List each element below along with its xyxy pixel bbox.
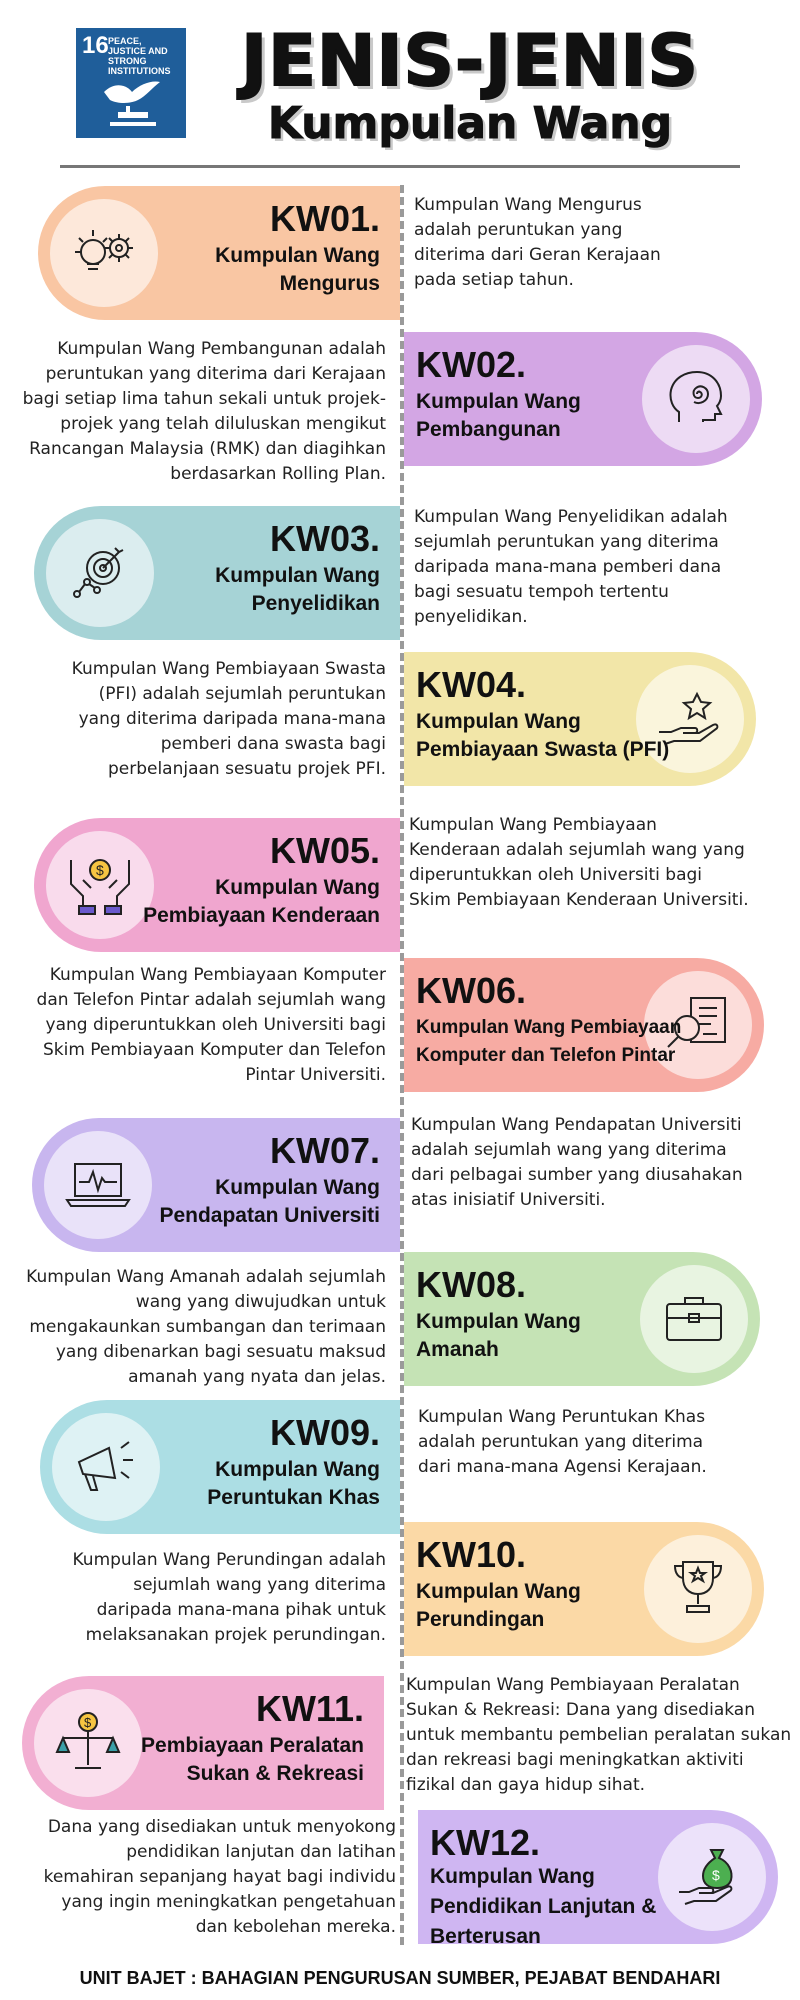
trophy-icon	[663, 1554, 733, 1624]
kw05-name: Kumpulan Wang Pembiayaan Kenderaan	[143, 876, 380, 927]
kw01-card	[38, 186, 400, 320]
lightbulb-gear-icon	[69, 218, 139, 288]
kw07-card	[32, 1118, 400, 1252]
kw03-card	[34, 506, 400, 640]
title-line1: JENIS-JENIS	[241, 20, 699, 102]
sdg16-logo	[76, 28, 186, 138]
kw04-card	[404, 652, 756, 786]
svg-text:$: $	[96, 862, 104, 878]
kw01-code: KW01.	[269, 198, 380, 239]
kw08-name: Kumpulan Wang Amanah	[416, 1310, 581, 1361]
kw12-code: KW12.	[430, 1822, 541, 1863]
kw06-code: KW06.	[416, 970, 527, 1011]
kw05-code: KW05.	[269, 830, 380, 871]
kw11-card	[22, 1676, 384, 1810]
kw04-name: Kumpulan Wang Pembiayaan Swasta (PFI)	[416, 710, 670, 761]
kw08-icon-circle	[640, 1265, 748, 1373]
hands-coin-icon	[65, 850, 135, 920]
kw03-code: KW03.	[269, 518, 380, 559]
kw12-name: Kumpulan Wang Pendidikan Lanjutan & Berterusan	[430, 1865, 657, 1948]
kw05-icon-circle	[46, 831, 154, 939]
kw06-name: Kumpulan Wang Pembiayaan Komputer dan Telefon Pintar	[416, 1017, 682, 1066]
kw01-description: Kumpulan Wang Mengurus adalah peruntukan yang diterima dari Geran Kerajaan pada setiap tahun.	[414, 195, 661, 290]
kw07-name: Kumpulan Wang Pendapatan Universiti	[159, 1176, 380, 1227]
kw02-description: Kumpulan Wang Pembangunan adalah peruntukan yang diterima dari Kerajaan bagi setiap lima tahun sekali untuk projek-projek yang telah diluluskan mengikut Rancangan Malaysia (RMK) dan diagihkan berdasarkan Rolling Plan.	[22, 339, 386, 484]
kw12-description: Dana yang disediakan untuk menyokong pendidikan lanjutan dan latihan kemahiran sepanjang hayat bagi individu yang ingin meningkatkan pengetahuan dan kebolehan mereka.	[43, 1817, 396, 1937]
kw07-description: Kumpulan Wang Pendapatan Universiti adalah sejumlah wang yang diterima dari pelbagai sumber yang diusahakan atas inisiatif Universiti.	[411, 1115, 743, 1210]
sdg-text: PEACE, JUSTICE AND STRONG INSTITUTIONS	[108, 36, 171, 76]
laptop-pulse-icon	[63, 1150, 133, 1220]
kw07-code: KW07.	[269, 1130, 380, 1171]
dove-gavel-icon	[96, 72, 166, 132]
head-spiral-icon	[661, 364, 731, 434]
kw11-code: KW11.	[255, 1688, 364, 1729]
kw06-description: Kumpulan Wang Pembiayaan Komputer dan Telefon Pintar adalah sejumlah wang yang diperuntukkan oleh Universiti bagi Skim Pembiayaan Komputer dan Telefon Pintar Universiti.	[36, 965, 386, 1085]
kw09-name: Kumpulan Wang Peruntukan Khas	[207, 1458, 380, 1509]
scale-coin-icon	[53, 1708, 123, 1778]
kw10-icon-circle	[644, 1535, 752, 1643]
kw09-icon-circle	[52, 1413, 160, 1521]
kw09-code: KW09.	[269, 1412, 380, 1453]
kw03-name: Kumpulan Wang Penyelidikan	[215, 564, 380, 615]
kw02-code: KW02.	[416, 344, 527, 385]
kw10-card	[404, 1522, 764, 1656]
kw12-card	[418, 1810, 778, 1948]
kw07-icon-circle	[44, 1131, 152, 1239]
kw06-card	[404, 958, 764, 1092]
kw10-description: Kumpulan Wang Perundingan adalah sejumlah wang yang diterima daripada mana-mana pihak untuk melaksanakan projek perundingan.	[72, 1550, 386, 1645]
target-icon	[65, 538, 135, 608]
svg-text:$: $	[84, 1715, 92, 1730]
kw04-code: KW04.	[416, 664, 527, 705]
footer: UNIT BAJET : BAHAGIAN PENGURUSAN SUMBER, PEJABAT BENDAHARI	[79, 1968, 721, 1988]
sdg-number: 16	[82, 32, 109, 59]
kw01-icon-circle	[50, 199, 158, 307]
kw08-description: Kumpulan Wang Amanah adalah sejumlah wang yang diwujudkan untuk mengakaunkan sumbangan dan terimaan yang dibenarkan bagi sesuatu maksud amanah yang nyata dan jelas.	[26, 1267, 386, 1387]
kw11-description: Kumpulan Wang Pembiayaan Peralatan Sukan & Rekreasi: Dana yang disediakan untuk membantu pembelian peralatan sukan dan rekreasi bagi meningkatkan aktiviti fizikal dan gaya hidup sihat.	[406, 1675, 792, 1795]
kw01-name: Kumpulan Wang Mengurus	[215, 244, 380, 295]
briefcase-icon	[659, 1284, 729, 1354]
kw02-name: Kumpulan Wang Pembangunan	[416, 390, 581, 441]
kw03-icon-circle	[46, 519, 154, 627]
kw02-icon-circle	[642, 345, 750, 453]
svg-text:$: $	[712, 1867, 720, 1883]
kw08-card	[404, 1252, 760, 1386]
megaphone-icon	[71, 1432, 141, 1502]
kw08-code: KW08.	[416, 1264, 527, 1305]
kw10-name: Kumpulan Wang Perundingan	[416, 1580, 581, 1631]
money-bag-hand-icon	[677, 1842, 747, 1912]
kw12-icon-circle	[658, 1823, 766, 1931]
kw10-code: KW10.	[416, 1534, 527, 1575]
title-line2: Kumpulan Wang	[267, 98, 673, 149]
kw04-description: Kumpulan Wang Pembiayaan Swasta (PFI) adalah sejumlah peruntukan yang diterima daripada mana-mana pemberi dana swasta bagi perbelanjaan sesuatu projek PFI.	[71, 659, 386, 779]
header-divider	[60, 165, 740, 168]
kw11-name: Pembiayaan Peralatan Sukan & Rekreasi	[141, 1734, 364, 1785]
kw11-icon-circle	[34, 1689, 142, 1797]
kw03-description: Kumpulan Wang Penyelidikan adalah sejumlah peruntukan yang diterima daripada mana-mana pemberi dana bagi sesuatu tempoh tertentu penyelidikan.	[414, 507, 728, 627]
kw09-card	[40, 1400, 400, 1534]
kw02-card	[404, 332, 762, 466]
kw05-card	[34, 818, 400, 952]
kw09-description: Kumpulan Wang Peruntukan Khas adalah peruntukan yang diterima dari mana-mana Agensi Kerajaan.	[418, 1407, 707, 1477]
kw05-description: Kumpulan Wang Pembiayaan Kenderaan adalah sejumlah wang yang diperuntukkan oleh Universiti bagi Skim Pembiayaan Kenderaan Universiti.	[409, 815, 749, 910]
